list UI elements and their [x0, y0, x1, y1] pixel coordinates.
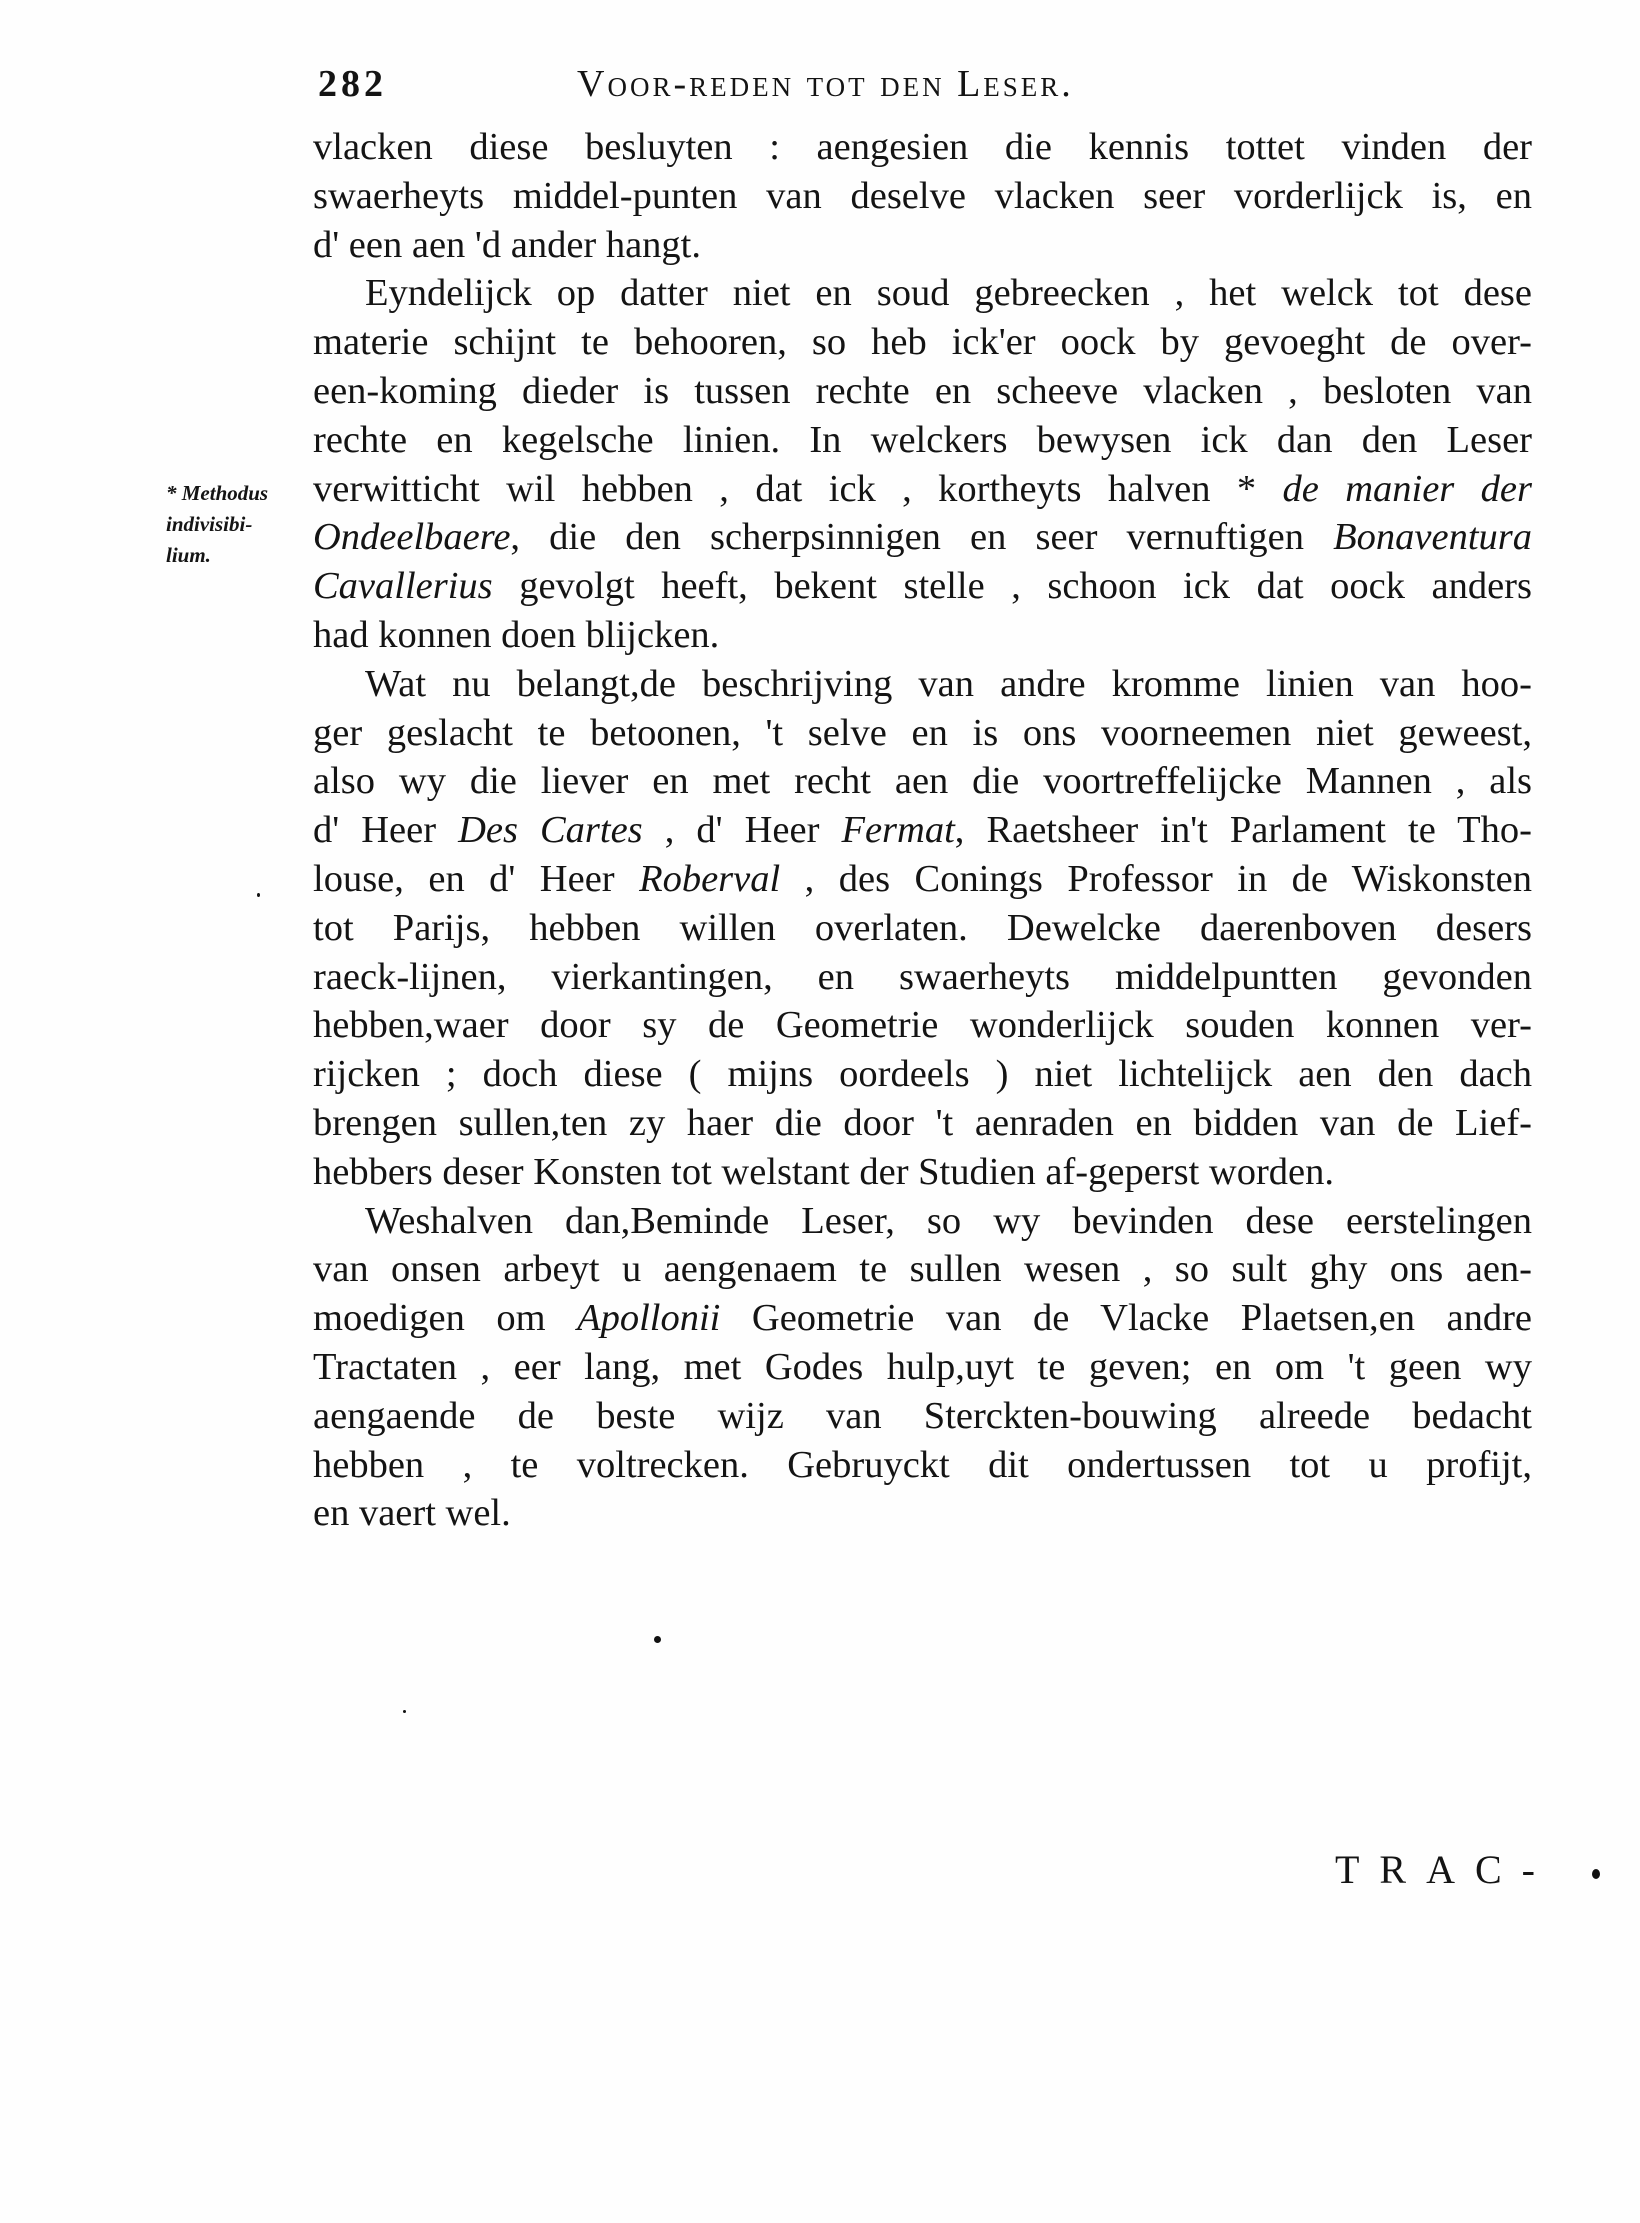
text-line	[313, 220, 1532, 270]
ink-speck	[1592, 1869, 1600, 1879]
text-line	[313, 1244, 1532, 1294]
text-segment: aengaende de beste wijz van Sterckten-bouwing alreede bedacht	[313, 1394, 1532, 1437]
text-line	[313, 317, 1532, 367]
text-line	[313, 854, 1532, 904]
text-line	[313, 1342, 1532, 1392]
italic-text-segment: de manier der	[1282, 467, 1533, 510]
catchword: TRAC-	[1335, 1847, 1555, 1892]
text-line	[313, 1488, 1532, 1538]
text-line	[313, 1098, 1532, 1148]
text-line	[313, 610, 1532, 660]
italic-text-segment: Bonaventura	[1333, 516, 1532, 559]
text-line	[313, 903, 1532, 953]
text-segment: hebben,waer door sy de Geometrie wonderlijck souden konnen ver-	[313, 1004, 1532, 1047]
running-head-title: Voor-reden tot den Leser.	[577, 63, 1074, 105]
running-header	[313, 62, 1313, 106]
text-segment: Wat nu belangt,de beschrijving van andre kromme linien van hoo-	[365, 662, 1532, 705]
text-segment: , Raetsheer in't Parlament te Tho-	[954, 809, 1532, 852]
text-segment: Tractaten , eer lang, met Godes hulp,uyt te geven; en om 't geen wy	[313, 1346, 1532, 1388]
text-segment: d' een aen 'd ander hangt.	[313, 223, 702, 266]
text-segment: , des Conings Professor in de Wiskonsten	[780, 858, 1532, 900]
text-segment: Geometrie van de Vlacke Plaetsen,en andre	[720, 1297, 1532, 1340]
text-line	[313, 756, 1532, 806]
text-line	[313, 1147, 1532, 1197]
text-line	[313, 1293, 1532, 1343]
text-segment: een-koming dieder is tussen rechte en scheeve vlacken , besloten van	[313, 370, 1532, 412]
text-line	[313, 122, 1532, 172]
text-segment: Weshalven dan,Beminde Leser, so wy bevinden dese eerstelingen	[365, 1199, 1532, 1242]
text-segment: hebbers deser Konsten tot welstant der Studien af-geperst worden.	[313, 1150, 1335, 1193]
text-segment: gevolgt heeft, bekent stelle , schoon ick dat oock anders	[492, 565, 1532, 608]
ink-speck	[403, 1710, 406, 1713]
text-segment: en vaert wel.	[313, 1492, 511, 1535]
text-segment: verwitticht wil hebben , dat ick , kortheyts halven *	[313, 467, 1283, 510]
italic-text-segment: Ondeelbaere	[313, 516, 511, 559]
text-line	[365, 659, 1532, 709]
text-line	[313, 171, 1532, 221]
text-segment: hebben , te voltrecken. Gebruyckt dit ondertussen tot u profijt,	[313, 1443, 1532, 1486]
page-number: 282	[318, 63, 387, 105]
text-line	[313, 1391, 1532, 1441]
text-segment: swaerheyts middel-punten van deselve vlacken seer vorderlijck is, en	[313, 174, 1532, 217]
italic-text-segment: Des Cartes	[458, 809, 643, 852]
text-line	[313, 952, 1532, 1002]
text-segment: , die den scherpsinnigen en seer vernuftigen	[510, 516, 1334, 559]
text-line	[313, 561, 1532, 611]
italic-text-segment: Fermat	[841, 809, 955, 852]
ink-speck	[654, 1636, 661, 1643]
text-line	[313, 512, 1532, 562]
margin-note-line: * Methodus	[166, 481, 269, 505]
text-line	[313, 366, 1532, 416]
margin-note	[166, 478, 306, 571]
text-segment: rijcken ; doch diese ( mijns oordeels ) niet lichtelijck aen den dach	[313, 1053, 1532, 1096]
text-line	[313, 805, 1532, 855]
italic-text-segment: Cavallerius	[313, 565, 493, 608]
text-line	[313, 415, 1532, 465]
margin-note-line: indivisibi-	[166, 512, 253, 536]
text-segment: ger geslacht te betoonen, 't selve en is ons voorneemen niet geweest,	[313, 711, 1532, 754]
text-line	[313, 464, 1532, 514]
text-segment: Eyndelijck op datter niet en soud gebreecken , het welck tot dese	[365, 272, 1532, 315]
text-segment: , d' Heer	[642, 809, 842, 852]
text-segment: moedigen om	[313, 1297, 578, 1340]
italic-text-segment: Apollonii	[577, 1297, 721, 1340]
text-segment: vlacken diese besluyten : aengesien die kennis tottet vinden der	[313, 126, 1532, 168]
margin-note-line: lium.	[166, 543, 211, 567]
italic-text-segment: Roberval	[639, 858, 781, 900]
ink-speck	[257, 893, 260, 897]
text-segment: rechte en kegelsche linien. In welckers bewysen ick dan den Leser	[313, 418, 1532, 461]
text-line	[313, 1049, 1532, 1099]
text-line	[313, 708, 1532, 758]
text-line	[313, 1440, 1532, 1490]
text-segment: van onsen arbeyt u aengenaem te sullen wesen , so sult ghy ons aen-	[313, 1248, 1532, 1291]
text-segment: tot Parijs, hebben willen overlaten. Dewelcke daerenboven desers	[313, 906, 1532, 949]
text-segment: brengen sullen,ten zy haer die door 't aenraden en bidden van de Lief-	[313, 1102, 1532, 1144]
text-line	[313, 1000, 1532, 1050]
text-segment: had konnen doen blijcken.	[313, 614, 720, 656]
text-line	[365, 268, 1532, 318]
text-segment: louse, en d' Heer	[313, 858, 640, 900]
text-line	[365, 1196, 1532, 1246]
text-segment: materie schijnt te behooren, so heb ick'er oock by gevoeght de over-	[313, 321, 1532, 364]
text-segment: raeck-lijnen, vierkantingen, en swaerheyts middelpuntten gevonden	[313, 955, 1532, 998]
text-segment: also wy die liever en met recht aen die voortreffelijcke Mannen , als	[313, 760, 1532, 803]
text-segment: d' Heer	[313, 809, 459, 852]
